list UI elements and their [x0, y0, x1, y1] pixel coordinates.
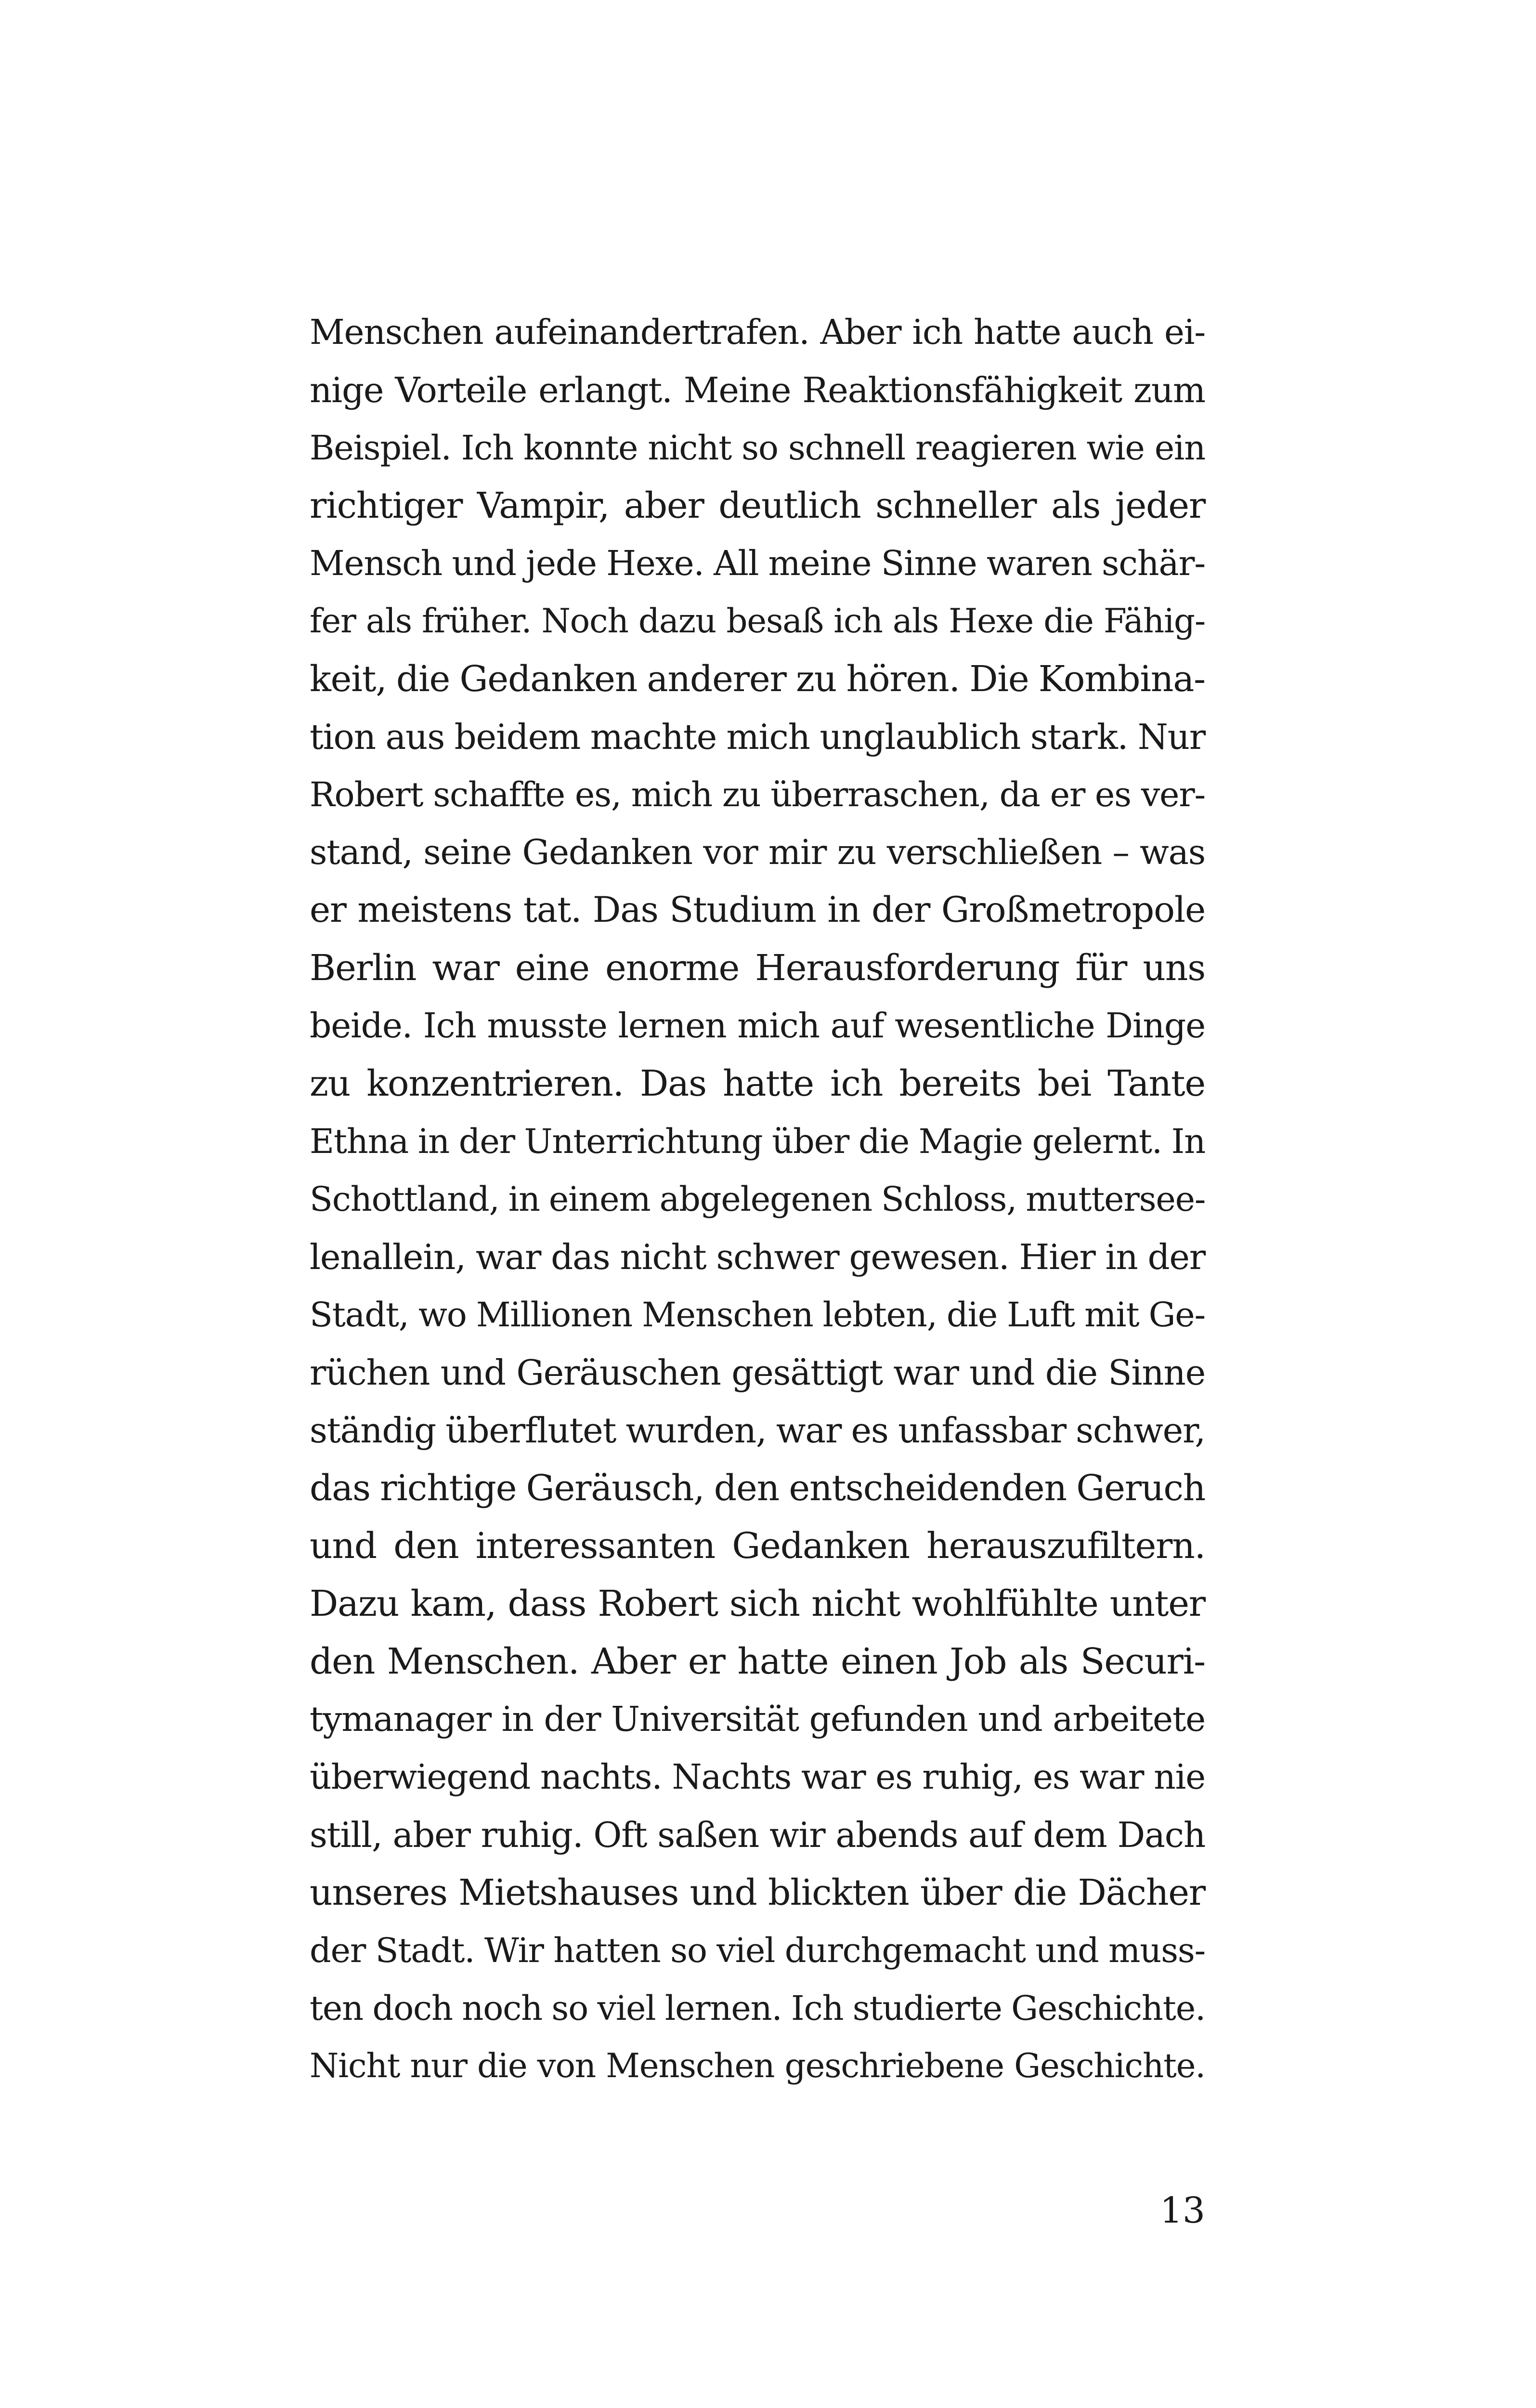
text-line: Berlin war eine enorme Herausforderung für uns	[310, 947, 1205, 989]
body-text	[310, 303, 1205, 2095]
text-line: tion aus beidem machte mich unglaublich stark. Nur	[310, 717, 1205, 757]
text-line: und den interessanten Gedanken herauszufiltern.	[310, 1525, 1205, 1567]
text-line: Mensch und jede Hexe. All meine Sinne waren schär-	[310, 543, 1205, 583]
text-line: Ethna in der Unterrichtung über die Magie gelernt. In	[310, 1122, 1205, 1161]
text-line: Nicht nur die von Menschen geschriebene Geschichte.	[310, 2047, 1205, 2085]
text-line: ten doch noch so viel lernen. Ich studierte Geschichte.	[310, 1989, 1205, 2028]
text-line: der Stadt. Wir hatten so viel durchgemacht und muss-	[310, 1931, 1205, 1970]
text-line: stand, seine Gedanken vor mir zu verschließen – was	[310, 832, 1205, 872]
text-line: Beispiel. Ich konnte nicht so schnell reagieren wie ein	[310, 428, 1205, 468]
text-line: tymanager in der Universität gefunden und arbeitete	[310, 1699, 1205, 1739]
text-line: Robert schaffte es, mich zu überraschen, da er es ver-	[310, 775, 1205, 814]
text-line: zu konzentrieren. Das hatte ich bereits bei Tante	[310, 1063, 1205, 1104]
text-line: keit, die Gedanken anderer zu hören. Die Kombina-	[310, 658, 1205, 700]
text-line: er meistens tat. Das Studium in der Großmetropole	[310, 890, 1205, 930]
text-line: Schottland, in einem abgelegenen Schloss, mutterseе-	[310, 1179, 1206, 1219]
text-line: rüchen und Geräuschen gesättigt war und die Sinne	[310, 1352, 1205, 1393]
text-line: fer als früher. Noch dazu besaß ich als Hexe die Fähig-	[310, 602, 1205, 641]
text-line: richtiger Vampir, aber deutlich schneller als jeder	[310, 485, 1205, 526]
text-line: lenallein, war das nicht schwer gewesen. Hier in der	[310, 1237, 1205, 1277]
text-line: unseres Mietshauses und blickten über die Dächer	[310, 1872, 1205, 1913]
text-line: Stadt, wo Millionen Menschen lebten, die Luft mit Ge-	[310, 1295, 1205, 1335]
text-line: beide. Ich musste lernen mich auf wesentliche Dinge	[310, 1006, 1205, 1046]
text-line: den Menschen. Aber er hatte einen Job als Securi-	[310, 1641, 1205, 1682]
text-line: das richtige Geräusch, den entscheidenden Geruch	[310, 1467, 1206, 1509]
text-line: Dazu kam, dass Robert sich nicht wohlfühlte unter	[310, 1583, 1205, 1624]
text-line: Menschen aufeinandertrafen. Aber ich hatte auch ei-	[310, 312, 1205, 352]
text-line: nige Vorteile erlangt. Meine Reaktionsfähigkeit zum	[310, 370, 1205, 410]
text-line: ständig überflutet wurden, war es unfassbar schwer,	[310, 1410, 1205, 1451]
text-line: still, aber ruhig. Oft saßen wir abends auf dem Dach	[310, 1815, 1205, 1855]
page-number: 13	[1159, 2190, 1205, 2231]
text-line: überwiegend nachts. Nachts war es ruhig, es war nie	[310, 1757, 1205, 1797]
